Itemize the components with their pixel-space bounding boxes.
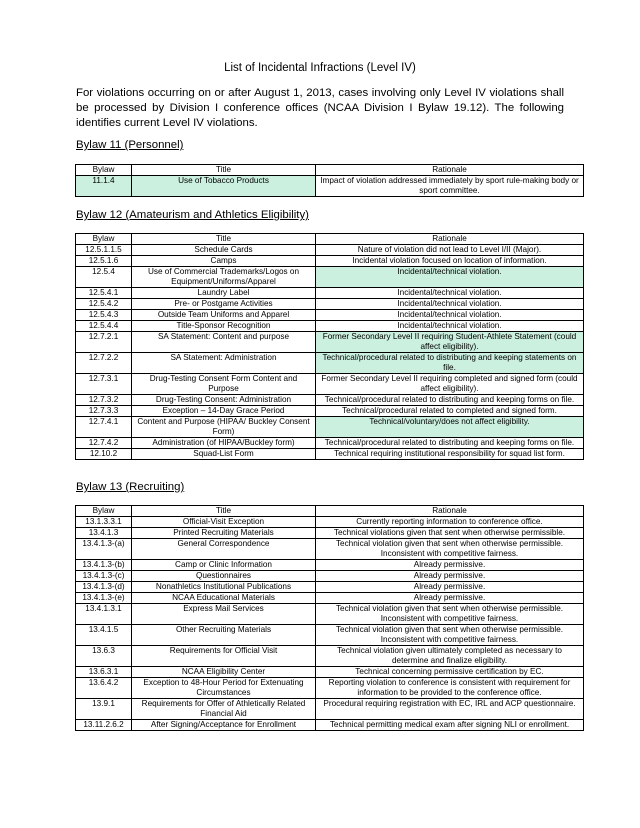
title-cell: Nonathletics Institutional Publications — [132, 582, 316, 593]
rationale-cell: Technical/procedural related to distributing and keeping forms on file. — [316, 438, 584, 449]
rationale-cell: Nature of violation did not lead to Level I/II (Major). — [316, 245, 584, 256]
rationale-cell: Procedural requiring registration with EC, IRL and ACP questionnaire. — [316, 699, 584, 720]
bylaw-cell: 13.6.3.1 — [76, 667, 132, 678]
rationale-cell: Former Secondary Level II requiring completed and signed form (could affect eligibility). — [316, 374, 584, 395]
column-header-title: Title — [132, 234, 316, 245]
rationale-cell: Incidental/technical violation. — [316, 299, 584, 310]
title-cell: Camp or Clinic Information — [132, 560, 316, 571]
title-cell: Use of Commercial Trademarks/Logos on Equipment/Uniforms/Apparel — [132, 267, 316, 288]
table-row — [76, 560, 584, 571]
table-row — [76, 438, 584, 449]
rationale-cell: Technical/procedural related to completed and signed form. — [316, 406, 584, 417]
rationale-cell: Incidental/technical violation. — [316, 310, 584, 321]
rationale-cell: Technical violation given that sent when otherwise permissible. Inconsistent with competitive fairness. — [316, 604, 584, 625]
rationale-cell: Impact of violation addressed immediately by sport rule-making body or sport committee. — [316, 176, 584, 197]
rationale-cell: Already permissive. — [316, 571, 584, 582]
title-cell: Drug-Testing Consent: Administration — [132, 395, 316, 406]
title-cell: NCAA Educational Materials — [132, 593, 316, 604]
bylaw-cell: 12.7.4.1 — [76, 417, 132, 438]
title-cell: After Signing/Acceptance for Enrollment — [132, 720, 316, 731]
table-bylaw-12 — [75, 233, 584, 460]
title-cell: Requirements for Offer of Athletically Related Financial Aid — [132, 699, 316, 720]
table-row — [76, 299, 584, 310]
table-bylaw-13 — [75, 505, 584, 731]
title-cell: Exception – 14-Day Grace Period — [132, 406, 316, 417]
rationale-cell: Incidental/technical violation. — [316, 267, 584, 288]
rationale-cell: Already permissive. — [316, 593, 584, 604]
table-row — [76, 176, 584, 197]
rationale-cell: Technical violation given that sent when otherwise permissible. Inconsistent with competitive fairness. — [316, 539, 584, 560]
bylaw-cell: 13.1.3.3.1 — [76, 517, 132, 528]
bylaw-cell: 12.7.2.1 — [76, 332, 132, 353]
bylaw-cell: 13.4.1.3-(e) — [76, 593, 132, 604]
bylaw-cell: 13.4.1.3.1 — [76, 604, 132, 625]
bylaw-cell: 12.5.1.1.5 — [76, 245, 132, 256]
column-header-bylaw: Bylaw — [76, 234, 132, 245]
table-row — [76, 582, 584, 593]
table-row — [76, 678, 584, 699]
table-row — [76, 699, 584, 720]
section-heading-bylaw-13: Bylaw 13 (Recruiting) — [76, 481, 185, 493]
table-row — [76, 539, 584, 560]
table-row — [76, 646, 584, 667]
rationale-cell: Technical violation given that sent when otherwise permissible. Inconsistent with competitive fairness. — [316, 625, 584, 646]
title-cell: NCAA Eligibility Center — [132, 667, 316, 678]
title-cell: Express Mail Services — [132, 604, 316, 625]
title-cell: Camps — [132, 256, 316, 267]
column-header-rationale: Rationale — [316, 234, 584, 245]
rationale-cell: Technical/procedural related to distributing and keeping statements on file. — [316, 353, 584, 374]
title-cell: Official-Visit Exception — [132, 517, 316, 528]
rationale-cell: Technical violation given ultimately completed as necessary to determine and finalize eligibility. — [316, 646, 584, 667]
bylaw-cell: 13.4.1.5 — [76, 625, 132, 646]
bylaw-cell: 12.7.3.2 — [76, 395, 132, 406]
title-cell: Title-Sponsor Recognition — [132, 321, 316, 332]
column-header-bylaw: Bylaw — [76, 165, 132, 176]
table-row — [76, 332, 584, 353]
column-header-rationale: Rationale — [316, 506, 584, 517]
title-cell: Squad-List Form — [132, 449, 316, 460]
table-row — [76, 321, 584, 332]
rationale-cell: Former Secondary Level II requiring Student-Athlete Statement (could affect eligibility). — [316, 332, 584, 353]
bylaw-cell: 12.7.3.1 — [76, 374, 132, 395]
column-header-title: Title — [132, 506, 316, 517]
bylaw-cell: 12.7.3.3 — [76, 406, 132, 417]
bylaw-cell: 13.6.4.2 — [76, 678, 132, 699]
title-cell: SA Statement: Administration — [132, 353, 316, 374]
document-title: List of Incidental Infractions (Level IV) — [224, 62, 416, 74]
rationale-cell: Currently reporting information to conference office. — [316, 517, 584, 528]
rationale-cell: Technical concerning permissive certification by EC. — [316, 667, 584, 678]
bylaw-cell: 12.5.4.1 — [76, 288, 132, 299]
column-header-bylaw: Bylaw — [76, 506, 132, 517]
title-cell: Laundry Label — [132, 288, 316, 299]
rationale-cell: Technical/voluntary/does not affect eligibility. — [316, 417, 584, 438]
table-row — [76, 310, 584, 321]
bylaw-cell: 12.5.4.3 — [76, 310, 132, 321]
bylaw-cell: 12.5.4.2 — [76, 299, 132, 310]
rationale-cell: Incidental/technical violation. — [316, 321, 584, 332]
bylaw-cell: 13.4.1.3-(a) — [76, 539, 132, 560]
table-row — [76, 604, 584, 625]
title-cell: Outside Team Uniforms and Apparel — [132, 310, 316, 321]
table-row — [76, 288, 584, 299]
table-row — [76, 593, 584, 604]
bylaw-cell: 12.7.2.2 — [76, 353, 132, 374]
table-row — [76, 625, 584, 646]
rationale-cell: Incidental violation focused on location of information. — [316, 256, 584, 267]
bylaw-cell: 12.10.2 — [76, 449, 132, 460]
bylaw-cell: 12.5.4 — [76, 267, 132, 288]
bylaw-cell: 13.4.1.3-(d) — [76, 582, 132, 593]
table-row — [76, 267, 584, 288]
bylaw-cell: 11.1.4 — [76, 176, 132, 197]
rationale-cell: Already permissive. — [316, 560, 584, 571]
title-cell: Exception to 48-Hour Period for Extenuating Circumstances — [132, 678, 316, 699]
table-row — [76, 417, 584, 438]
table-row — [76, 395, 584, 406]
title-cell: Drug-Testing Consent Form Content and Purpose — [132, 374, 316, 395]
table-row — [76, 571, 584, 582]
bylaw-cell: 13.6.3 — [76, 646, 132, 667]
title-cell: General Correspondence — [132, 539, 316, 560]
table-row — [76, 256, 584, 267]
table-bylaw-11 — [75, 164, 584, 197]
bylaw-cell: 12.5.4.4 — [76, 321, 132, 332]
title-cell: SA Statement: Content and purpose — [132, 332, 316, 353]
title-cell: Use of Tobacco Products — [132, 176, 316, 197]
bylaw-cell: 13.11.2.6.2 — [76, 720, 132, 731]
rationale-cell: Already permissive. — [316, 582, 584, 593]
column-header-rationale: Rationale — [316, 165, 584, 176]
bylaw-cell: 12.7.4.2 — [76, 438, 132, 449]
rationale-cell: Technical violations given that sent when otherwise permissible. — [316, 528, 584, 539]
table-row — [76, 720, 584, 731]
title-cell: Administration (of HIPAA/Buckley form) — [132, 438, 316, 449]
bylaw-cell: 13.4.1.3-(b) — [76, 560, 132, 571]
rationale-cell: Technical permitting medical exam after signing NLI or enrollment. — [316, 720, 584, 731]
title-cell: Requirements for Official Visit — [132, 646, 316, 667]
table-header-row — [76, 234, 584, 245]
table-row — [76, 667, 584, 678]
title-cell: Pre- or Postgame Activities — [132, 299, 316, 310]
table-row — [76, 517, 584, 528]
bylaw-cell: 13.4.1.3-(c) — [76, 571, 132, 582]
intro-paragraph: For violations occurring on or after August 1, 2013, cases involving only Level IV violations shall be processed by Division I conference offices (NCAA Division I Bylaw 19.12). The following identifies current Level IV violations. — [76, 87, 564, 129]
rationale-cell: Incidental/technical violation. — [316, 288, 584, 299]
table-row — [76, 374, 584, 395]
table-row — [76, 245, 584, 256]
title-cell: Schedule Cards — [132, 245, 316, 256]
bylaw-cell: 13.9.1 — [76, 699, 132, 720]
title-cell: Content and Purpose (HIPAA/ Buckley Consent Form) — [132, 417, 316, 438]
section-heading-bylaw-12: Bylaw 12 (Amateurism and Athletics Eligibility) — [76, 209, 309, 221]
table-row — [76, 406, 584, 417]
table-header-row — [76, 165, 584, 176]
bylaw-cell: 13.4.1.3 — [76, 528, 132, 539]
bylaw-cell: 12.5.1.6 — [76, 256, 132, 267]
rationale-cell: Technical/procedural related to distributing and keeping forms on file. — [316, 395, 584, 406]
table-row — [76, 449, 584, 460]
column-header-title: Title — [132, 165, 316, 176]
title-cell: Questionnaires — [132, 571, 316, 582]
title-cell: Other Recruiting Materials — [132, 625, 316, 646]
section-heading-bylaw-11: Bylaw 11 (Personnel) — [76, 139, 184, 151]
table-row — [76, 353, 584, 374]
rationale-cell: Reporting violation to conference is consistent with requirement for information to be provided to the conference office. — [316, 678, 584, 699]
table-header-row — [76, 506, 584, 517]
table-row — [76, 528, 584, 539]
rationale-cell: Technical requiring institutional responsibility for squad list form. — [316, 449, 584, 460]
title-cell: Printed Recruiting Materials — [132, 528, 316, 539]
